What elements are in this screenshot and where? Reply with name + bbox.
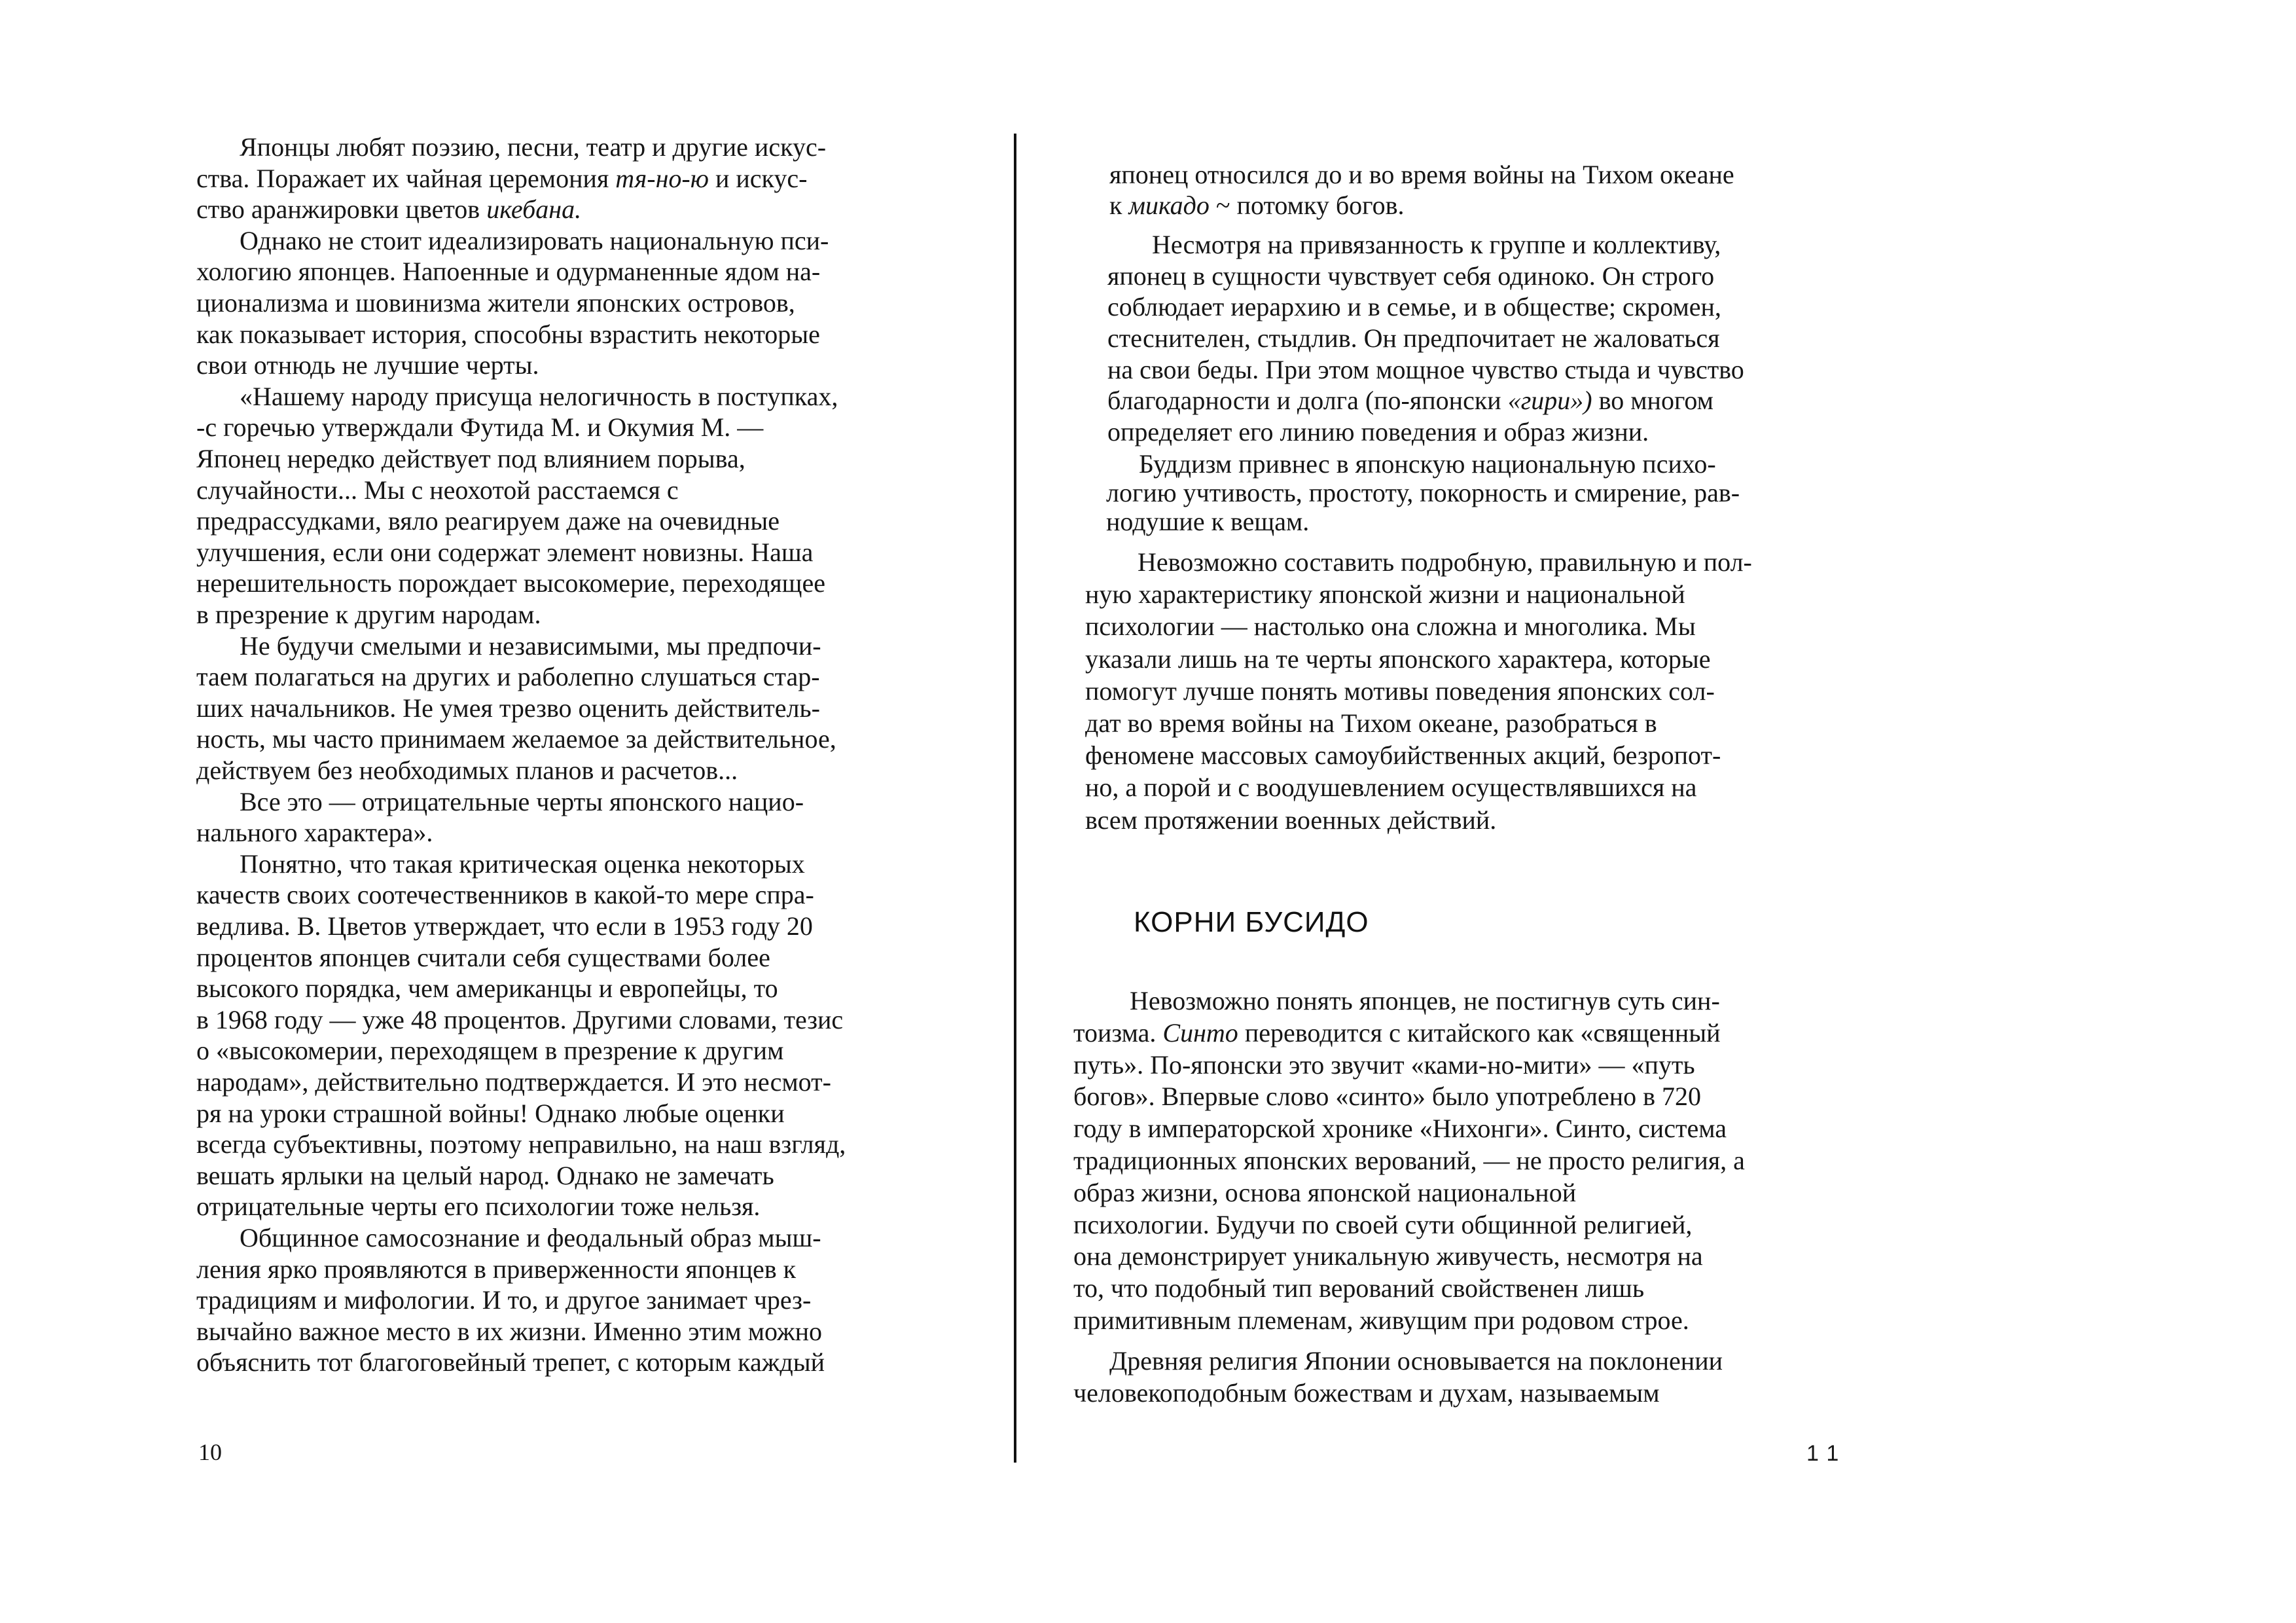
text-line: в презрение к другим народам. [196, 600, 541, 629]
text-line: ших начальников. Не умея трезво оценить действитель- [196, 693, 820, 723]
text-line: японец в сущности чувствует себя одиноко. Он строго [1107, 261, 1715, 291]
text-line: ря на уроки страшной войны! Однако любые оценки [196, 1098, 785, 1128]
text-line: ведлива. В. Цветов утверждает, что если в 1953 году 20 [196, 911, 813, 941]
text-line: ства. Поражает их чайная церемония тя-но-ю и искус- [196, 163, 808, 193]
text-line: определяет его линию поведения и образ жизни. [1107, 417, 1649, 447]
text-line: отрицательные черты его психологии тоже нельзя. [196, 1192, 761, 1222]
text-line: как показывает история, способны взрастить некоторые [196, 319, 820, 349]
text-line: человекоподобным божествам и духам, называемым [1073, 1378, 1660, 1408]
text-line: в 1968 году — уже 48 процентов. Другими словами, тезис [196, 1004, 844, 1034]
text-line: Невозможно понять японцев, не постигнув суть син- [1130, 986, 1720, 1015]
text-line: народам», действительно подтверждается. И это несмот- [196, 1067, 831, 1097]
text-line: высокого порядка, чем американцы и европейцы, то [196, 974, 778, 1004]
text-line: году в императорской хронике «Нихонги». Синто, система [1073, 1114, 1727, 1143]
text-line: богов». Впервые слово «синто» было употреблено в 720 [1073, 1082, 1702, 1111]
text-line: таем полагаться на других и раболепно слушаться стар- [196, 662, 820, 692]
text-line: вешать ярлыки на целый народ. Однако не замечать [196, 1160, 774, 1190]
text-line: путь». По-японски это звучит «ками-но-мити» — «путь [1073, 1050, 1695, 1080]
text-line: то, что подобный тип верований свойственен лишь [1073, 1273, 1645, 1303]
text-line: объяснить тот благоговейный трепет, с которым каждый [196, 1347, 825, 1377]
page-number-left: 10 [198, 1439, 222, 1465]
text-line: Японец нередко действует под влиянием порыва, [196, 444, 745, 473]
text-line: помогут лучше понять мотивы поведения японских сол- [1085, 676, 1715, 706]
text-line: Японцы любят поэзию, песни, театр и другие искус- [240, 132, 827, 162]
text-line: феномене массовых самоубийственных акций, безропот- [1085, 740, 1721, 770]
text-line: образ жизни, основа японской национальной [1073, 1178, 1577, 1207]
text-line: свои отнюдь не лучшие черты. [196, 350, 539, 380]
text-line: Однако не стоит идеализировать национальную пси- [240, 225, 829, 255]
text-line: ство аранжировки цветов икебана. [196, 194, 582, 225]
text-line: Буддизм привнес в японскую национальную психо- [1139, 449, 1716, 479]
text-line: Все это — отрицательные черты японского нацио- [240, 786, 804, 816]
text-line: психологии. Будучи по своей сути общинной религией, [1073, 1210, 1693, 1239]
text-line: нерешительность порождает высокомерие, переходящее [196, 568, 825, 598]
text-line: случайности... Мы с неохотой расстаемся с [196, 475, 679, 505]
text-line: всем протяжении военных действий. [1085, 805, 1497, 835]
book-spine-divider [1014, 134, 1016, 1463]
text-line: традициям и мифологии. И то, и другое занимает чрез- [196, 1285, 812, 1315]
text-line: ционализма и шовинизма жители японских островов, [196, 288, 795, 318]
section-heading: КОРНИ БУСИДО [1134, 906, 1369, 938]
text-line: ления ярко проявляются в приверженности японцев к [196, 1254, 797, 1284]
text-line: она демонстрирует уникальную живучесть, несмотря на [1073, 1241, 1703, 1271]
text-line: действуем без необходимых планов и расчетов... [196, 756, 738, 785]
text-line: дат во время войны на Тихом океане, разобраться в [1085, 708, 1657, 738]
text-line: Несмотря на привязанность к группе и коллективу, [1152, 230, 1721, 259]
text-line: тоизма. Синто переводится с китайского как «священный [1073, 1018, 1721, 1048]
text-line: к микадо ~ потомку богов. [1109, 191, 1405, 220]
text-line: хологию японцев. Напоенные и одурманенные ядом на- [196, 257, 821, 287]
text-line: Понятно, что такая критическая оценка некоторых [240, 848, 805, 879]
text-line: соблюдает иерархию и в семье, и в обществе; скромен, [1107, 292, 1721, 321]
text-line: японец относился до и во время войны на Тихом океане [1109, 160, 1734, 189]
page-number-right: 11 [1806, 1441, 1848, 1466]
text-line: психологии — настолько она сложна и многолика. Мы [1085, 611, 1696, 641]
text-line: Невозможно составить подробную, правильную и пол- [1138, 547, 1752, 577]
text-line: Не будучи смелыми и независимыми, мы предпочи- [240, 630, 821, 661]
text-line: но, а порой и с воодушевлением осуществлявшихся на [1085, 773, 1697, 802]
text-line: на свои беды. При этом мощное чувство стыда и чувство [1107, 355, 1744, 384]
text-line: логию учтивость, простоту, покорность и смирение, рав- [1106, 478, 1740, 507]
text-line: указали лишь на те черты японского характера, которые [1085, 644, 1711, 674]
text-line: Общинное самосознание и феодальный образ мыш- [240, 1223, 821, 1252]
text-line: ную характеристику японской жизни и национальной [1085, 579, 1685, 609]
text-line: стеснителен, стыдлив. Он предпочитает не жаловаться [1107, 323, 1720, 353]
text-line: о «высокомерии, переходящем в презрение к другим [196, 1036, 784, 1066]
text-line: процентов японцев считали себя существами более [196, 942, 770, 972]
text-line: качеств своих соотечественников в какой-то мере спра- [196, 880, 814, 910]
text-line: предрассудками, вяло реагируем даже на очевидные [196, 506, 780, 536]
text-line: благодарности и долга (по-японски «гири») во многом [1107, 386, 1713, 415]
text-line: нального характера». [196, 818, 433, 848]
text-line: всегда субъективны, поэтому неправильно, на наш взгляд, [196, 1129, 846, 1159]
text-line: Древняя религия Японии основывается на поклонении [1109, 1346, 1723, 1376]
text-line: ность, мы часто принимаем желаемое за действительное, [196, 724, 836, 754]
text-line: традиционных японских верований, — не просто религия, а [1073, 1146, 1745, 1175]
text-line: -с горечью утверждали Футида М. и Окумия М. — [196, 412, 764, 443]
text-line: улучшения, если они содержат элемент новизны. Наша [196, 537, 814, 567]
text-line: вычайно важное место в их жизни. Именно этим можно [196, 1316, 823, 1346]
text-line: «Нашему народу присуща нелогичность в поступках, [240, 381, 838, 411]
text-line: примитивным племенам, живущим при родовом строе. [1073, 1305, 1689, 1335]
text-line: нодушие к вещам. [1106, 507, 1310, 536]
